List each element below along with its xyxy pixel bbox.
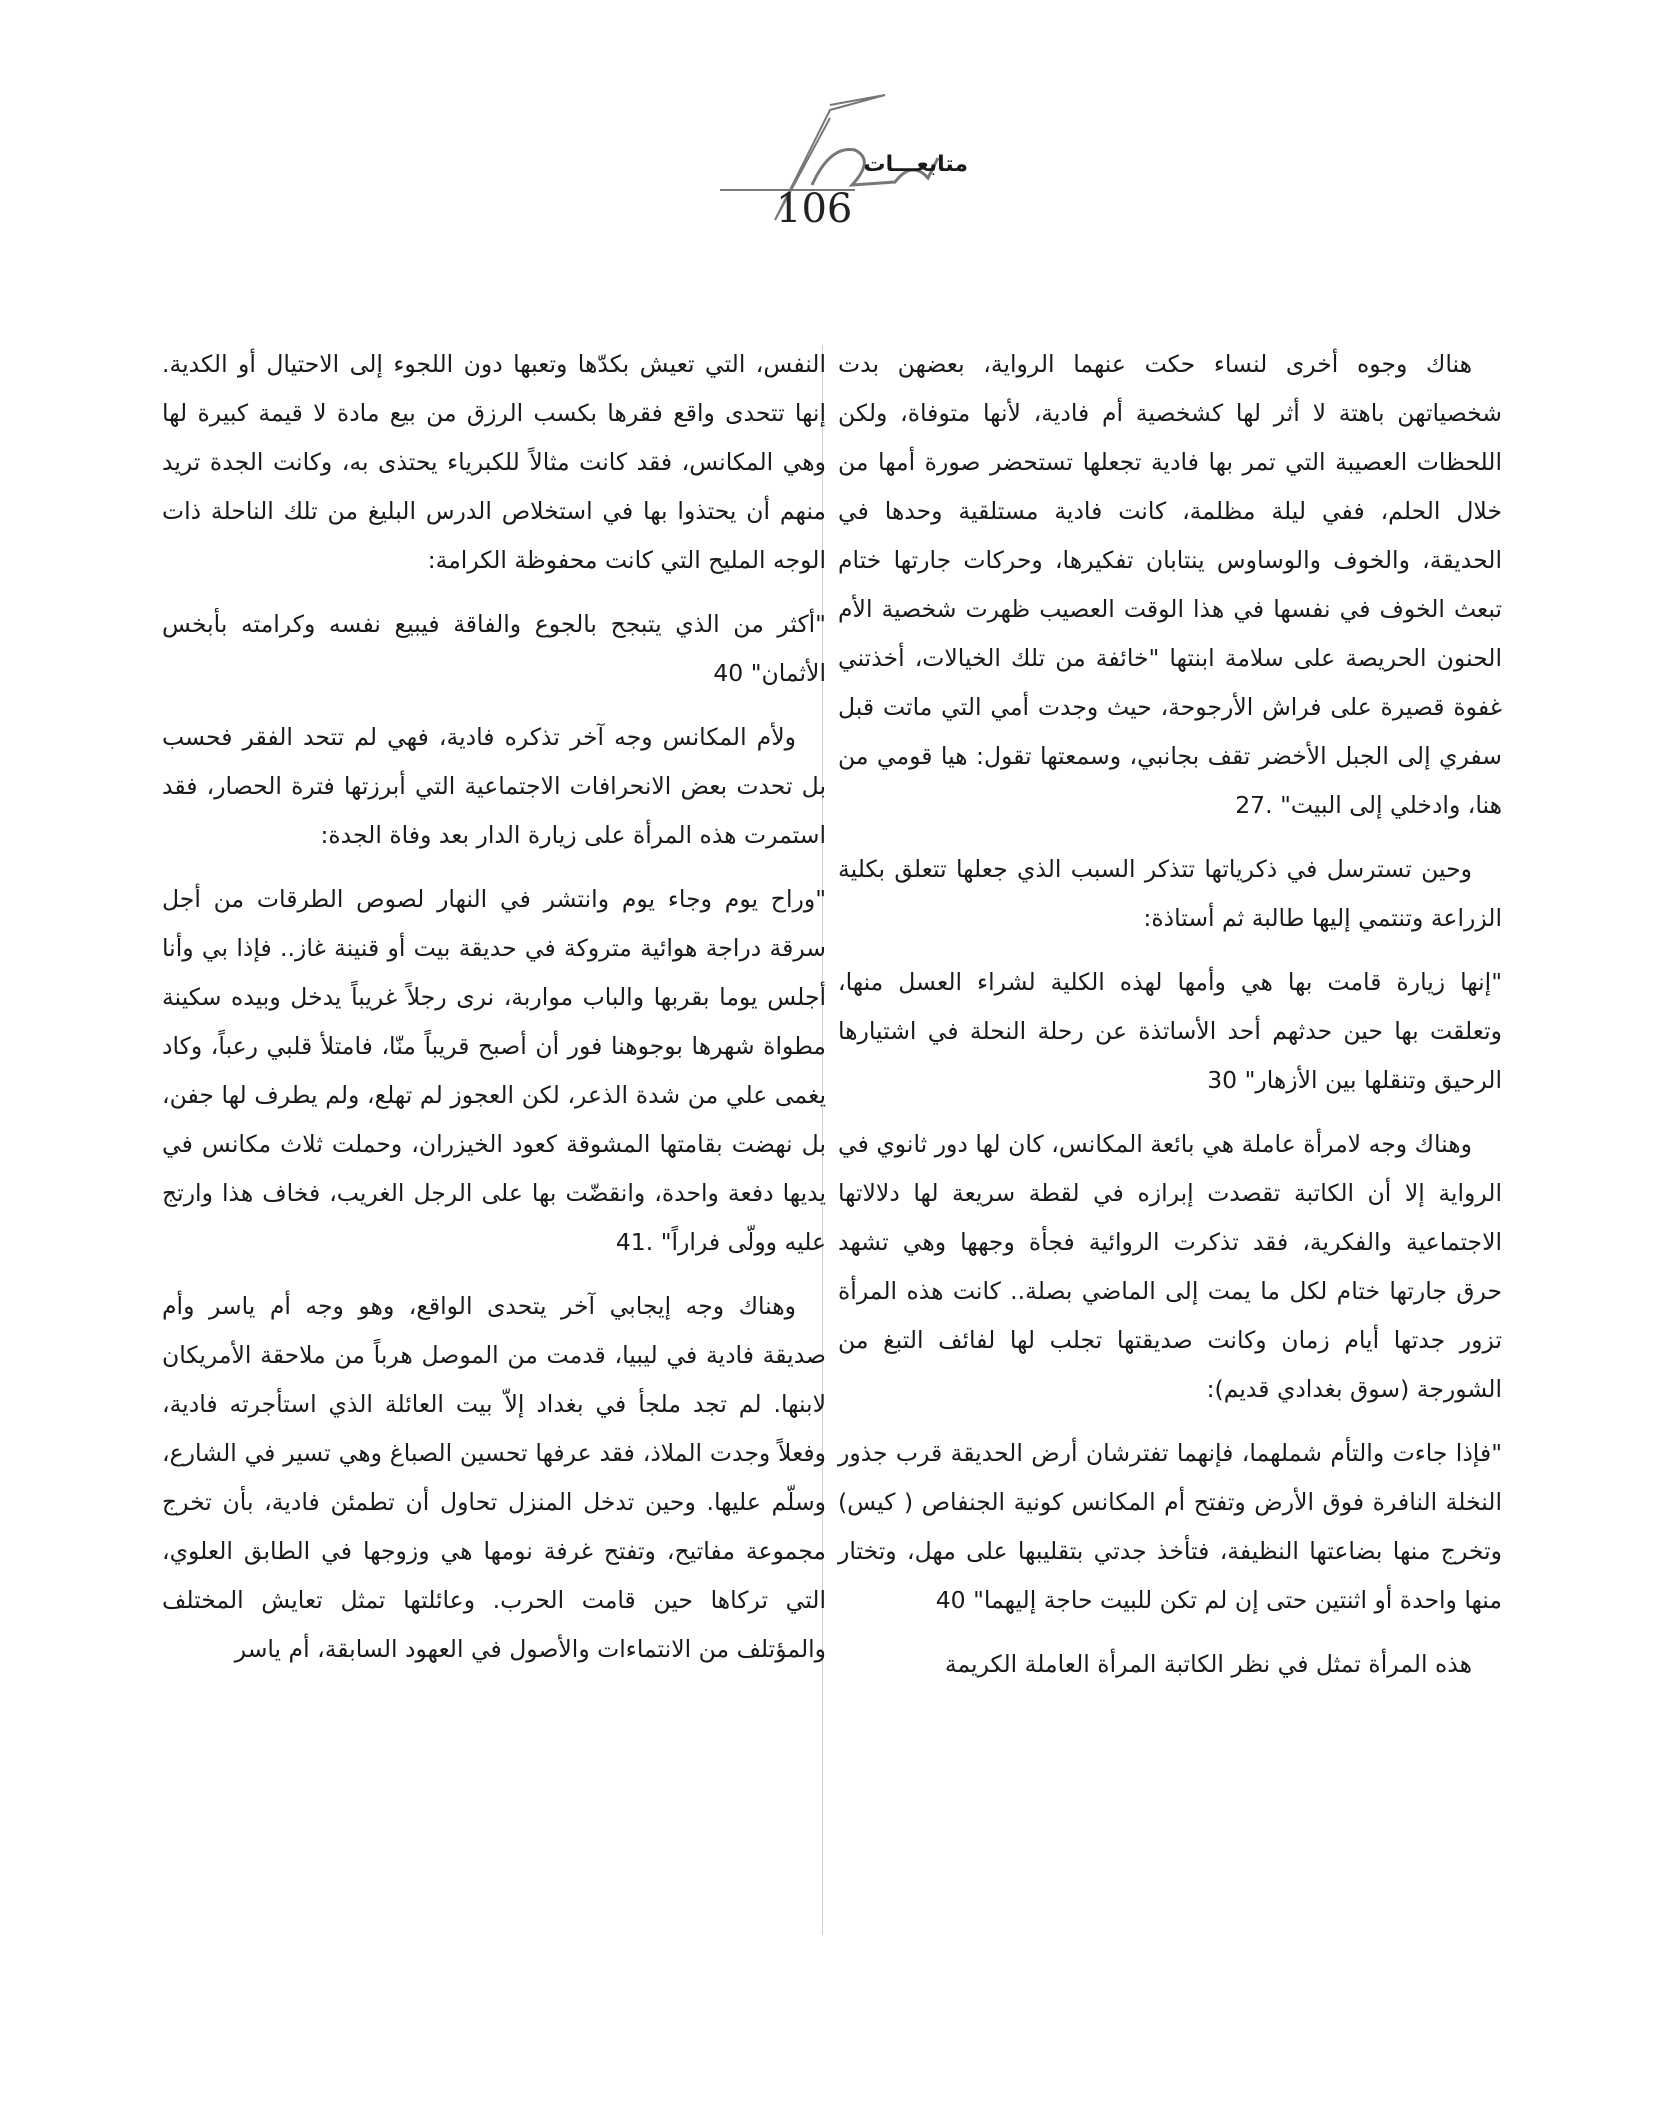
left-column bbox=[162, 340, 826, 1689]
right-column bbox=[838, 340, 1502, 1704]
quote: "وراح يوم وجاء يوم وانتشر في النهار لصوص الطرقات من أجل سرقة دراجة هوائية متروكة في حديقة بيت أو قنينة غاز.. فإذا بي وأنا أجلس يوما بقربها والباب مواربة، نرى رجلاً غريباً يدخل وبيده سكينة مطواة شهرها بوجوهنا فور أن أصبح قريباً منّا، فامتلأ قلبي رعباً، وكاد يغمى علي من شدة الذعر، لكن العجوز لم تهلع، ولم يطرف لها جفن، بل نهضت بقامتها المشوقة كعود الخيزران، وحملت ثلاث مكانس في يديها دفعة واحدة، وانقضّت بها على الرجل الغريب، فخاف هذا وارتج عليه وولّى فراراً" .41 bbox=[162, 885, 826, 1256]
quote: "أكثر من الذي يتبجح بالجوع والفاقة فيبيع نفسه وكرامته بأبخس الأثمان" 40 bbox=[162, 610, 826, 687]
quote: "إنها زيارة قامت بها هي وأمها لهذه الكلية لشراء العسل منها، وتعلقت بها حين حدثهم أحد الأساتذة عن رحلة النحلة في اشتيارها الرحيق وتنقلها بين الأزهار" 30 bbox=[838, 968, 1502, 1094]
paragraph: ولأم المكانس وجه آخر تذكره فادية، فهي لم تتحد الفقر فحسب بل تحدت بعض الانحرافات الاجتماعية التي أبرزتها فترة الحصار، فقد استمرت هذه المرأة على زيارة الدار بعد وفاة الجدة: bbox=[162, 723, 826, 849]
paragraph: هناك وجوه أخرى لنساء حكت عنهما الرواية، بعضهن بدت شخصياتهن باهتة لا أثر لها كشخصية أم فادية، لأنها متوفاة، ولكن اللحظات العصيبة التي تمر بها فادية تجعلها تستحضر صورة أمها من خلال الحلم، ففي ليلة مظلمة، كانت فادية مستلقية وحدها في الحديقة، والخوف والوساوس ينتابان تفكيرها، وحركات جارتها ختام تبعث الخوف في نفسها في هذا الوقت العصيب ظهرت شخصية الأم الحنون الحريصة على سلامة ابنتها "خائفة من تلك الخيالات، أخذتني غفوة قصيرة على فراش الأرجوحة، حيث وجدت أمي التي ماتت قبل سفري إلى الجبل الأخضر تقف بجانبي، وسمعتها تقول: هيا قومي من هنا، وادخلي إلى البيت" .27 bbox=[838, 350, 1502, 819]
page-number: 106 bbox=[776, 186, 853, 232]
section-label: متابعـــات bbox=[863, 152, 968, 177]
paragraph: وهناك وجه لامرأة عاملة هي بائعة المكانس، كان لها دور ثانوي في الرواية إلا أن الكاتبة تقصدت إبرازه في لقطة سريعة لها دلالاتها الاجتماعية والفكرية، فقد تذكرت الروائية فجأة وجهها وهي تشهد حرق جارتها ختام لكل ما يمت إلى الماضي بصلة.. كانت هذه المرأة تزور جدتها أيام زمان وكانت صديقتها تجلب لها لفائف التبغ من الشورجة (سوق بغدادي قديم): bbox=[838, 1130, 1502, 1403]
paragraph: وحين تسترسل في ذكرياتها تتذكر السبب الذي جعلها تتعلق بكلية الزراعة وتنتمي إليها طالبة ثم أستاذة: bbox=[838, 855, 1502, 932]
paragraph: وهناك وجه إيجابي آخر يتحدى الواقع، وهو وجه أم ياسر وأم صديقة فادية في ليبيا، قدمت من الموصل هرباً من ملاحقة الأمريكان لابنها. لم تجد ملجأ في بغداد إلاّ بيت العائلة الذي استأجرته فادية، وفعلاً وجدت الملاذ، فقد عرفها تحسين الصباغ وهي تسير في الشارع، وسلّم عليها. وحين تدخل المنزل تحاول أن تطمئن فادية، بأن تخرج مجموعة مفاتيح، وتفتح غرفة نومها هي وزوجها في الطابق العلوي، التي تركاها حين قامت الحرب. وعائلتها تمثل تعايش المختلف والمؤتلف من الانتماءات والأصول في العهود السابقة، أم ياسر bbox=[162, 1292, 826, 1663]
paragraph: هذه المرأة تمثل في نظر الكاتبة المرأة العاملة الكريمة bbox=[944, 1650, 1472, 1678]
paragraph: النفس، التي تعيش بكدّها وتعبها دون اللجوء إلى الاحتيال أو الكدية. إنها تتحدى واقع فقرها بكسب الرزق من بيع مادة لا قيمة كبيرة لها وهي المكانس، فقد كانت مثالاً للكبرياء يحتذى به، وكانت الجدة تريد منهم أن يحتذوا بها في استخلاص الدرس البليغ من تلك الناحلة ذات الوجه المليح التي كانت محفوظة الكرامة: bbox=[162, 350, 826, 574]
page-header bbox=[680, 90, 980, 260]
quote: "فإذا جاءت والتأم شملهما، فإنهما تفترشان أرض الحديقة قرب جذور النخلة النافرة فوق الأرض وتفتح أم المكانس كونية الجنفاص ( كيس) وتخرج منها بضاعتها النظيفة، فتأخذ جدتي بتقليبها على مهل، وتختار منها واحدة أو اثنتين حتى إن لم تكن للبيت حاجة إليهما" 40 bbox=[838, 1439, 1502, 1614]
